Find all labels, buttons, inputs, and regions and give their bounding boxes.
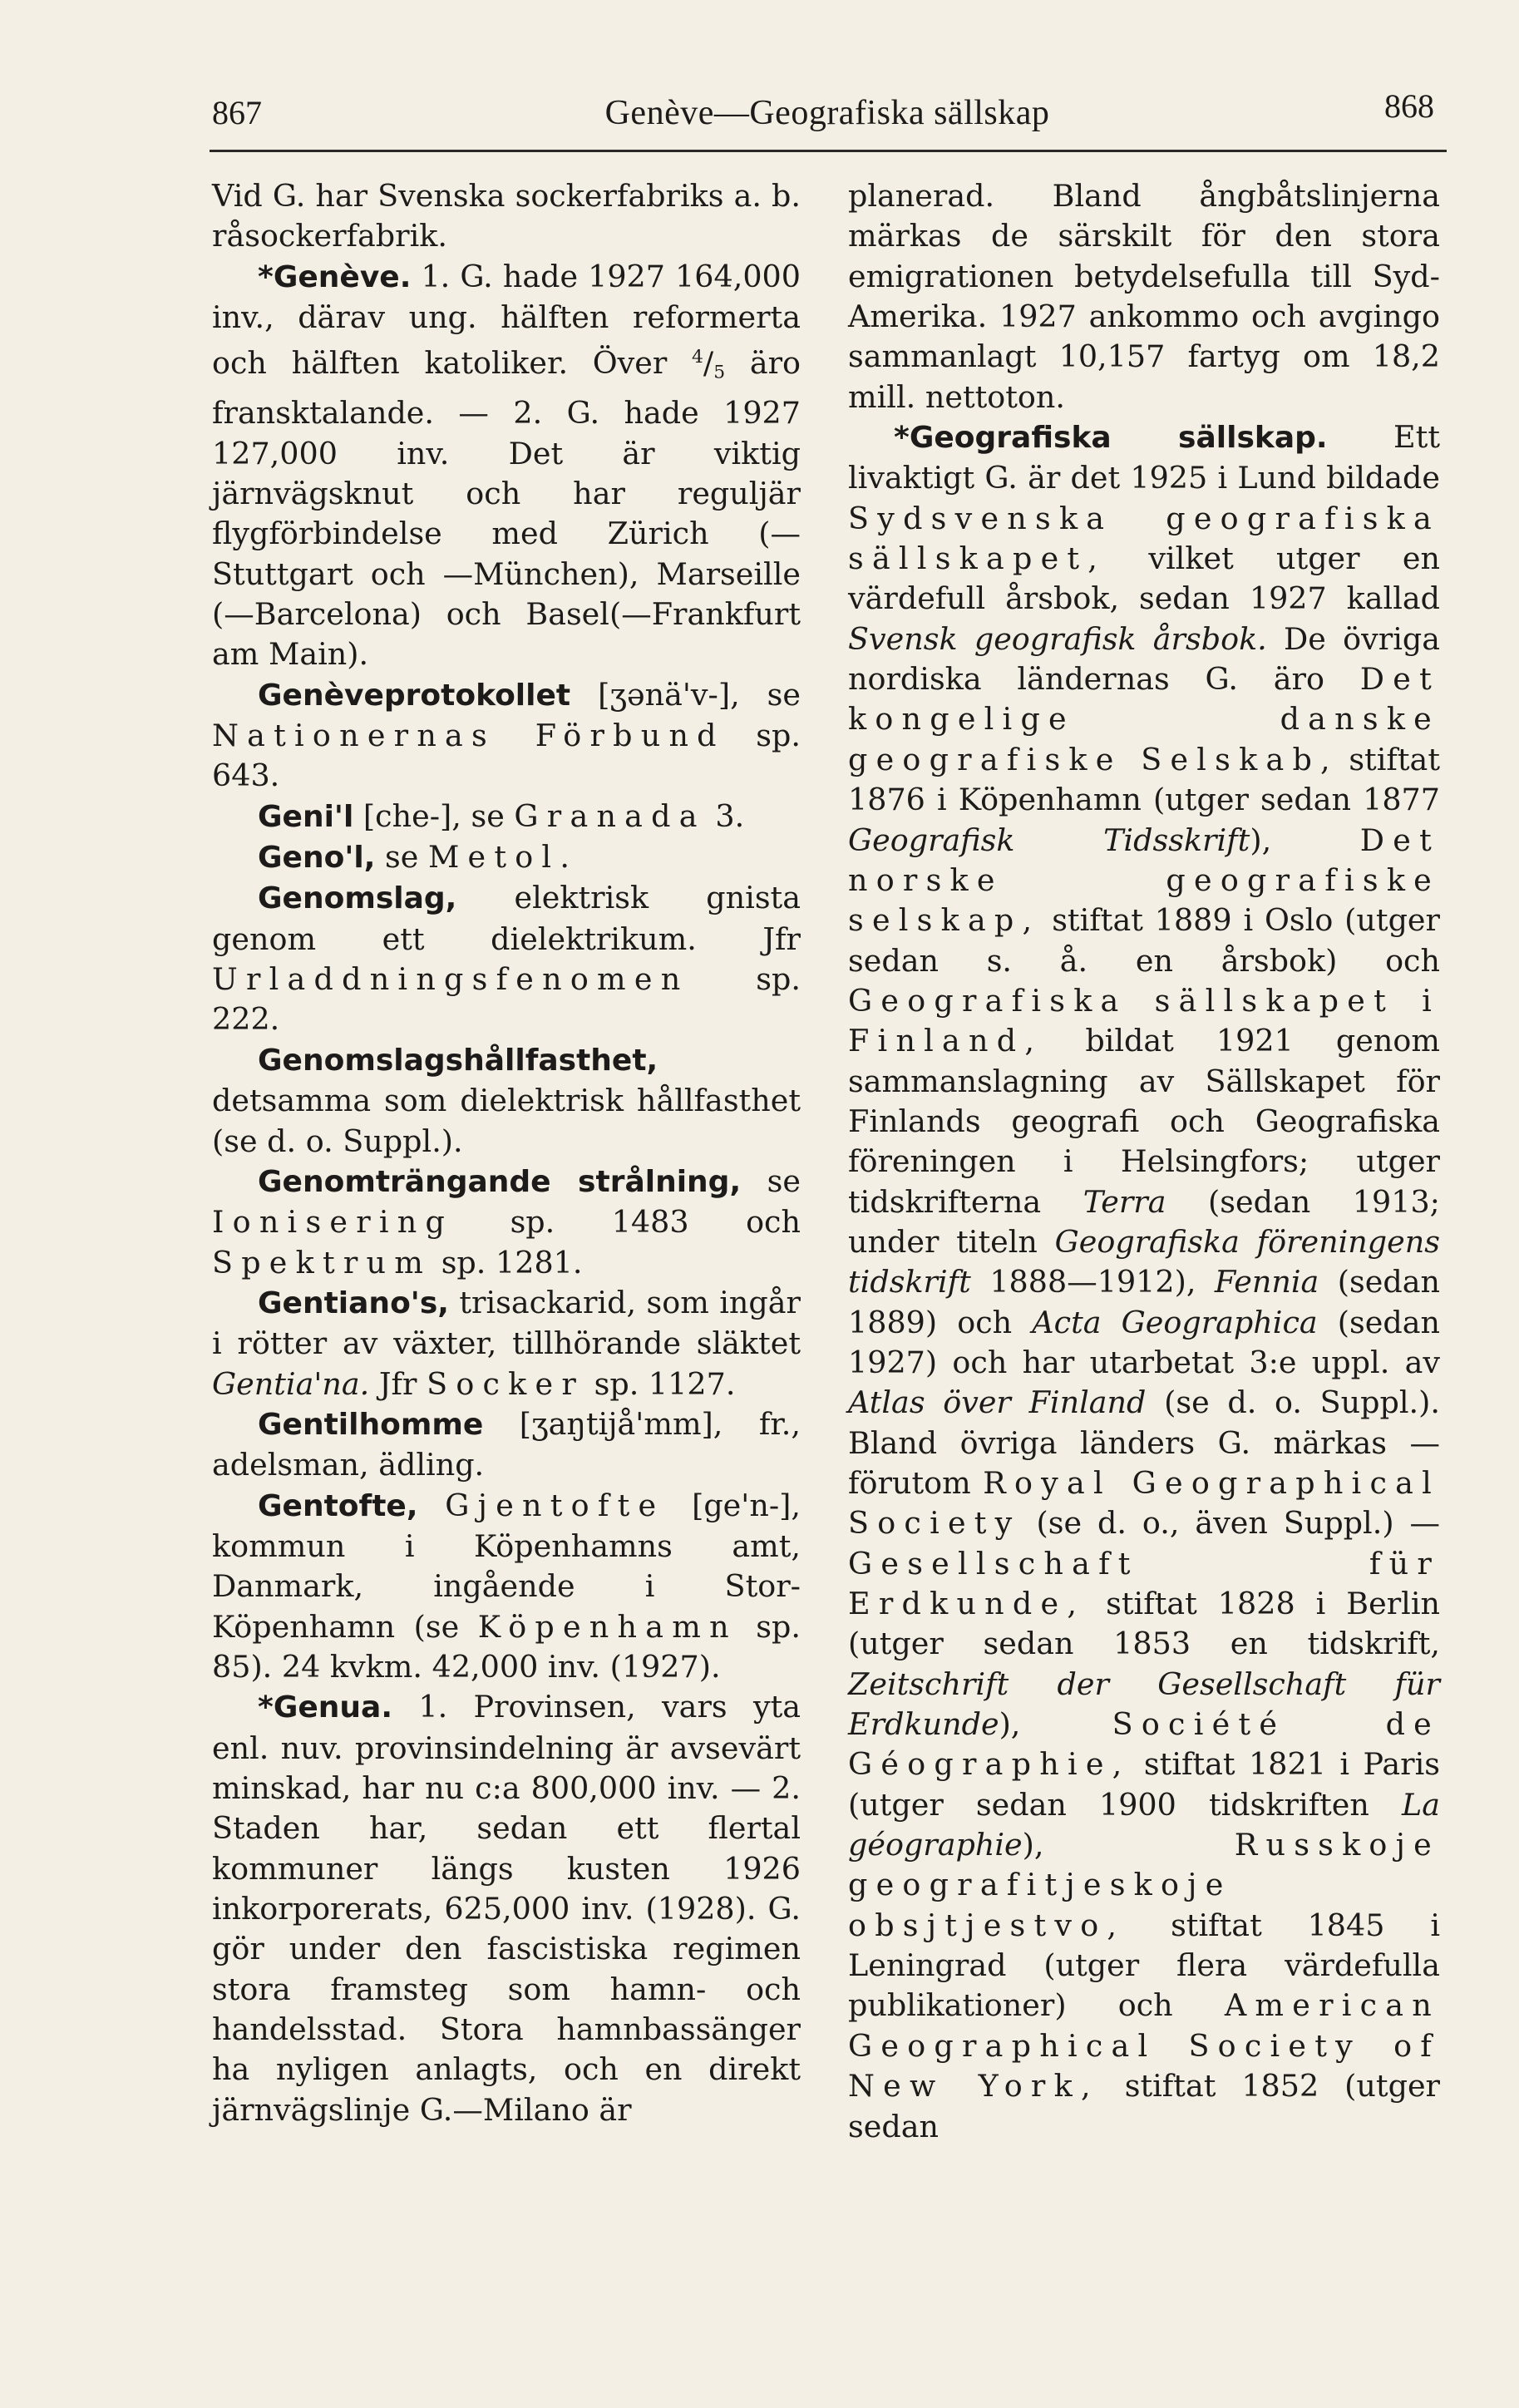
running-title: Genève—Geografiska sällskap — [604, 94, 1050, 132]
entry-text: (sedan 1927) och har utarbetat 3:e uppl. av — [848, 1304, 1440, 1380]
italic-term: Gentia'na. — [212, 1365, 370, 1402]
publication-title: Fennia — [1214, 1264, 1319, 1300]
entry-text: sp. 1127. — [594, 1365, 736, 1402]
publication-title: Terra — [1083, 1183, 1166, 1220]
society-name: Det norske geografiske selskap, — [848, 822, 1440, 939]
publication-title: Geografisk Tidsskrift — [848, 822, 1250, 858]
headword: Genomträngande strålning, — [258, 1164, 742, 1199]
cross-reference: Köpenhamn — [477, 1608, 737, 1645]
society-name: Geografiska sällskapet i Finland, — [848, 982, 1440, 1059]
running-header — [212, 83, 1443, 150]
continued-paragraph: Vid G. har Svenska sockerfabriks a. b. råsockerfabrik. — [212, 178, 801, 254]
fraction-slash: / — [703, 345, 714, 382]
cross-reference: Nationernas Förbund — [212, 718, 725, 754]
entry-text: 1. Provinsen, vars yta enl. nuv. provinsindelning är avsevärt minskad, har nu c:a 800,000 inv. — 2. Staden har, sedan ett flertal kommuner längs kusten 1926 inkorporerats, 625,000 inv. (1928). G. gör under den fascistiska regimen stora framsteg som hamn- och handelsstad. Stora hamnbassänger ha nyligen anlagts, och en direkt järnvägslinje G.—Milano är — [212, 1689, 801, 2128]
continued-paragraph: planerad. Bland ångbåtslinjerna märkas de särskilt för den stora emigrationen betydelsefulla till Syd-Amerika. 1927 ankommo och avgingo sammanlagt 10,157 fartyg om 18,2 mill. nettoton. — [848, 178, 1440, 415]
entry-text: [ge'n-], kommun i Köpenhamns amt, Danmark, ingående i Stor-Köpenhamn (se — [212, 1487, 801, 1645]
cross-reference: Urladdningsfenomen — [212, 961, 689, 998]
headword: Genomslagshållfasthet, — [258, 1043, 658, 1078]
entry-text: se — [384, 839, 419, 876]
cross-reference: Spektrum — [212, 1244, 432, 1280]
cross-reference: Socker — [427, 1365, 585, 1402]
headword: Genèveprotokollet — [258, 678, 571, 713]
headword: *Geografiska sällskap. — [894, 421, 1328, 456]
entry-text: 1. G. hade 1927 164,000 inv., därav ung. hälften reformerta och hälften katoliker. Över — [212, 258, 801, 382]
page-number-left: 867 — [212, 94, 262, 131]
headword: Gentofte, — [258, 1488, 418, 1523]
entry-genomslagshallfasthet — [212, 1040, 801, 1162]
entry-text: [ʒənä'v-], se — [598, 676, 801, 713]
society-name: Det kongelige danske geografiske Selskab, — [848, 661, 1440, 777]
entry-text: (se d. o. Suppl.). Bland övriga länders G. märkas — förutom — [848, 1384, 1440, 1501]
society-name: Russkoje geografitjeskoje obsjtjestvo, — [848, 1827, 1440, 1943]
entry-geneveprotokollet — [212, 675, 801, 797]
society-name: Société de Géographie, — [848, 1706, 1440, 1783]
entry-text: stiftat 1828 i Berlin (utger sedan 1853 en tidskrift, — [848, 1586, 1441, 1662]
entry-text: Jfr — [378, 1365, 417, 1402]
headword: Genomslag, — [258, 881, 457, 916]
publication-title: Svensk geografisk årsbok. — [848, 620, 1267, 657]
entry-text: sp. 85). 24 kvkm. 42,000 inv. (1927). — [212, 1608, 801, 1685]
entry-geneve — [212, 257, 801, 675]
headword: Gentiano's, — [258, 1285, 449, 1320]
entry-text: 3. — [715, 797, 745, 834]
entry-text: sp. 222. — [212, 961, 801, 1038]
entry-text: bildat 1921 genom sammanslagning av Sällskapet för Finlands geografi och Geografiska föreningen i Helsingfors; utger tidskrifterna — [848, 1023, 1440, 1220]
right-column — [848, 176, 1440, 2147]
entry-gentianos — [212, 1283, 801, 1404]
headword: Geni'l — [258, 799, 354, 834]
entry-genomslag — [212, 878, 801, 1039]
society-name: Gesellschaft für Erdkunde, — [848, 1545, 1440, 1622]
entry-genua — [212, 1687, 801, 2130]
publication-title: Geografiska föreningens tidskrift — [848, 1223, 1441, 1300]
society-name: Royal Geographical Society — [848, 1465, 1440, 1542]
entry-text: Ett livaktigt G. är det 1925 i Lund bildade — [848, 419, 1440, 496]
publication-title: Atlas över Finland — [848, 1384, 1147, 1421]
entry-text: ), — [1250, 822, 1272, 858]
fraction-numerator: 4 — [691, 347, 703, 368]
entry-genomtrangande-stralning — [212, 1162, 801, 1283]
page-number-right: 868 — [1384, 87, 1434, 125]
entry-text: (sedan 1913; under titeln — [848, 1183, 1440, 1260]
headword: Gentilhomme — [258, 1407, 484, 1442]
entry-text: stiftat 1876 i Köpenhamn (utger sedan 1877 — [848, 741, 1440, 818]
entry-text: ), — [999, 1706, 1021, 1743]
entry-text: sp. 643. — [212, 718, 801, 794]
entry-gentofte — [212, 1486, 801, 1688]
fraction-denominator: 5 — [713, 362, 726, 383]
spaced-term: Gjentofte — [445, 1487, 665, 1523]
cross-reference: Metol. — [427, 839, 579, 876]
cross-reference: Ionisering — [212, 1204, 454, 1241]
entry-text: De övriga nordiska ländernas G. äro — [848, 620, 1441, 698]
entry-text: stiftat 1889 i Oslo (utger sedan s. å. en årsbok) och — [848, 902, 1440, 979]
entry-text: trisackarid, som ingår i rötter av växter, tillhörande släktet — [212, 1284, 801, 1362]
entry-text: äro fransktalande. — 2. G. hade 1927 127,000 inv. Det är viktig järnvägsknut och har reguljär flygförbindelse med Zürich (—Stuttgart och —München), Marseille (—Barcelona) och Basel(—Frankfurt am Main). — [212, 345, 801, 673]
entry-text: stiftat 1852 (utger sedan — [848, 2068, 1440, 2144]
entry-text: sp. 1281. — [441, 1244, 583, 1280]
entry-text: stiftat 1821 i Paris (utger sedan 1900 tidskriften — [848, 1746, 1440, 1823]
society-name: American Geographical Society of New York, — [848, 1987, 1441, 2105]
entry-text: stiftat 1845 i Leningrad (utger flera värdefulla publikationer) och — [848, 1907, 1440, 2024]
entry-text: (se d. o., även Suppl.) — — [1036, 1505, 1440, 1542]
left-column — [212, 176, 801, 2130]
publication-title: Acta Geographica — [1032, 1304, 1318, 1340]
entry-text: vilket utger en värdefull årsbok, sedan 1927 kallad — [848, 540, 1440, 617]
entry-geografiska-sallskap — [848, 417, 1440, 2147]
entry-text: 1888—1912), — [989, 1264, 1196, 1300]
entry-genil — [212, 797, 801, 837]
entry-genol — [212, 837, 801, 878]
entry-text: detsamma som dielektrisk hållfasthet (se d. o. Suppl.). — [212, 1083, 801, 1159]
entry-text: se — [767, 1162, 801, 1199]
publication-title: Zeitschrift der Gesellschaft für Erdkunde — [848, 1665, 1440, 1743]
entry-text: sp. 1483 och — [510, 1204, 801, 1241]
entry-text: (sedan 1889) och — [848, 1264, 1440, 1340]
society-name: Sydsvenska geografiska sällskapet, — [848, 500, 1440, 577]
entry-text: elektrisk gnista genom ett dielektrikum. Jfr — [212, 880, 801, 957]
headword: *Genève. — [258, 259, 412, 294]
header-rule — [210, 150, 1447, 152]
publication-title: La géographie — [848, 1786, 1440, 1863]
cross-reference: Granada — [514, 797, 706, 834]
entry-gentilhomme — [212, 1404, 801, 1486]
entry-text: ), — [1022, 1827, 1044, 1863]
entry-text: [ʒaŋtijå'mm], fr., adelsman, ädling. — [212, 1405, 801, 1483]
headword: Geno'l, — [258, 841, 376, 876]
entry-text: [che-], se — [362, 797, 505, 834]
headword: *Genua. — [258, 1690, 393, 1725]
